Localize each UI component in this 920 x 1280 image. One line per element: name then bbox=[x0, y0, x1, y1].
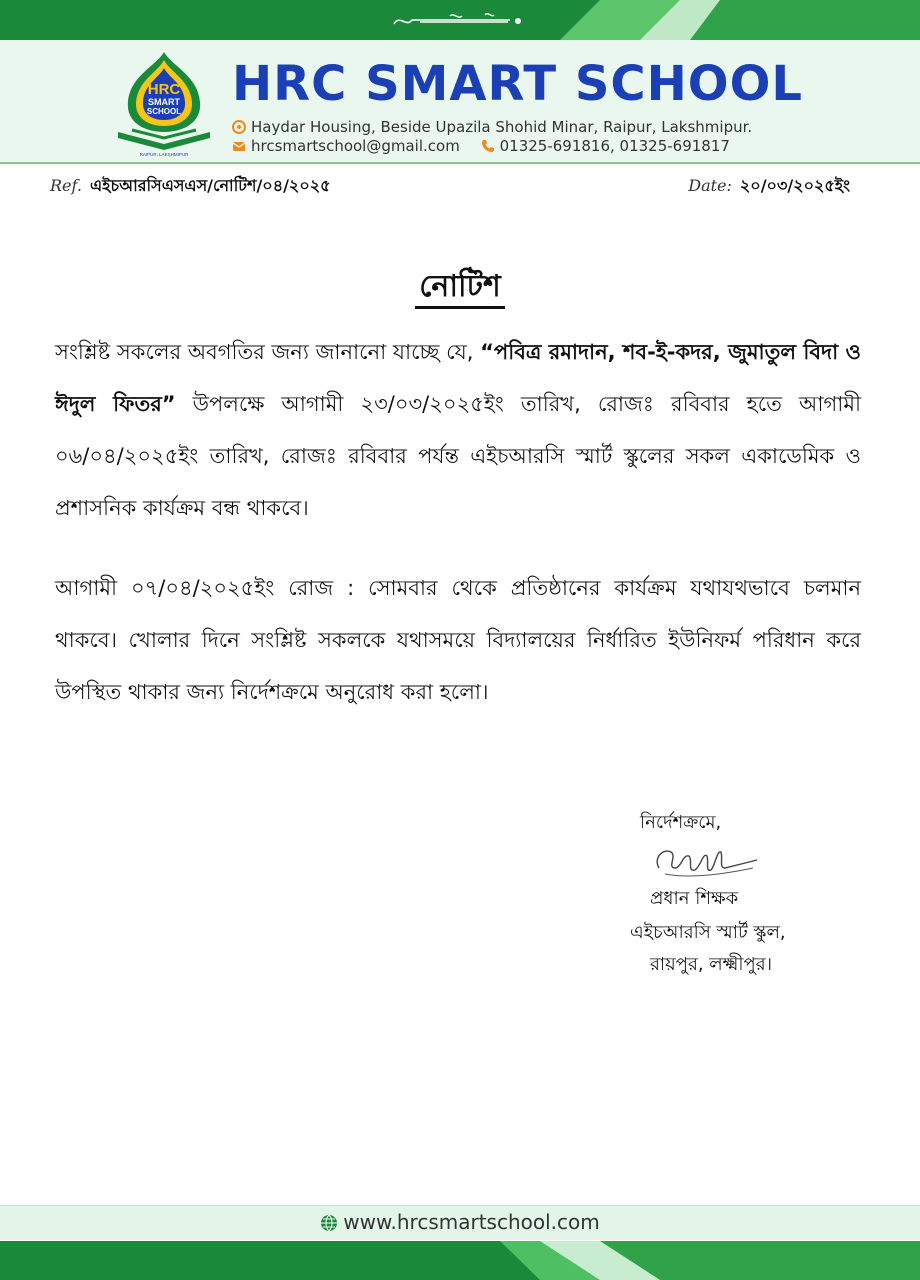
signatory-place: রায়পুর, লক্ষ্মীপুর। bbox=[650, 954, 773, 975]
handwritten-signature bbox=[645, 838, 765, 884]
para1-intro: সংশ্লিষ্ট সকলের অবগতির জন্য জানানো যাচ্ছে যে, bbox=[55, 340, 481, 364]
logo-caption: RAIPUR, LAKSHMIPUR bbox=[139, 152, 189, 157]
top-band bbox=[0, 0, 920, 40]
ref-label: Ref. bbox=[50, 176, 82, 195]
phone-group bbox=[481, 137, 730, 155]
letterhead bbox=[0, 40, 920, 164]
para1-occasions: “পবিত্র রমাদান, শব-ই-কদর, জুমাতুল বিদা ও ঈদুল ফিতর” bbox=[55, 340, 861, 416]
notice-paragraph-1 bbox=[55, 326, 861, 534]
date-line bbox=[688, 173, 850, 200]
website-line bbox=[0, 1210, 920, 1234]
school-name: HRC SMART SCHOOL bbox=[232, 56, 803, 112]
school-address bbox=[232, 118, 752, 136]
school-logo bbox=[112, 48, 216, 158]
calligraphy-ornament bbox=[390, 12, 530, 30]
date-value: ২০/০৩/২০২৫ইং bbox=[739, 176, 850, 195]
phone-text: 01325-691816, 01325-691817 bbox=[499, 137, 730, 155]
logo-text-hrc: HRC bbox=[147, 81, 181, 98]
phone-icon bbox=[481, 139, 495, 153]
email-icon bbox=[232, 139, 246, 153]
signatory-role: প্রধান শিক্ষক bbox=[650, 888, 739, 909]
contact-line bbox=[232, 137, 730, 155]
logo-text-school: SCHOOL bbox=[146, 107, 182, 116]
notice-title-text: নোটিশ bbox=[415, 269, 504, 309]
reference-line bbox=[50, 173, 331, 200]
notice-paragraph-2: আগামী ০৭/০৪/২০২৫ইং রোজ : সোমবার থেকে প্রতিষ্ঠানের কার্যক্রম যথাযথভাবে চলমান থাকবে। খোলার দিনে সংশ্লিষ্ট সকলকে যথাসময়ে বিদ্যালয়ের নির্ধারিত ইউনিফর্ম পরিধান করে উপস্থিত থাকার জন্য নির্দেশক্রমে অনুরোধ করা হলো। bbox=[55, 576, 861, 704]
para1-details: উপলক্ষে আগামী ২৩/০৩/২০২৫ইং তারিখ, রোজঃ রবিবার হতে আগামী ০৬/০৪/২০২৫ইং তারিখ, রোজঃ রবিবার পর্যন্ত এইচআরসি স্মার্ট স্কুলের সকল একাডেমিক ও প্রশাসনিক কার্যক্রম বন্ধ থাকবে। bbox=[55, 392, 861, 520]
logo-text-smart: SMART bbox=[148, 97, 180, 107]
email-text: hrcsmartschool@gmail.com bbox=[251, 137, 460, 155]
signatory-school: এইচআরসি স্মার্ট স্কুল, bbox=[630, 922, 786, 943]
footer-band bbox=[0, 1241, 920, 1280]
signature-directive: নির্দেশক্রমে, bbox=[640, 812, 722, 833]
location-icon bbox=[232, 120, 246, 134]
date-label: Date: bbox=[688, 176, 732, 195]
ref-value: এইচআরসিএসএস/নোটিশ/০৪/২০২৫ bbox=[89, 176, 331, 195]
notice-title bbox=[0, 262, 920, 313]
website-text[interactable]: www.hrcsmartschool.com bbox=[343, 1210, 600, 1234]
address-text: Haydar Housing, Beside Upazila Shohid Minar, Raipur, Lakshmipur. bbox=[251, 118, 753, 136]
globe-icon bbox=[320, 1214, 338, 1232]
